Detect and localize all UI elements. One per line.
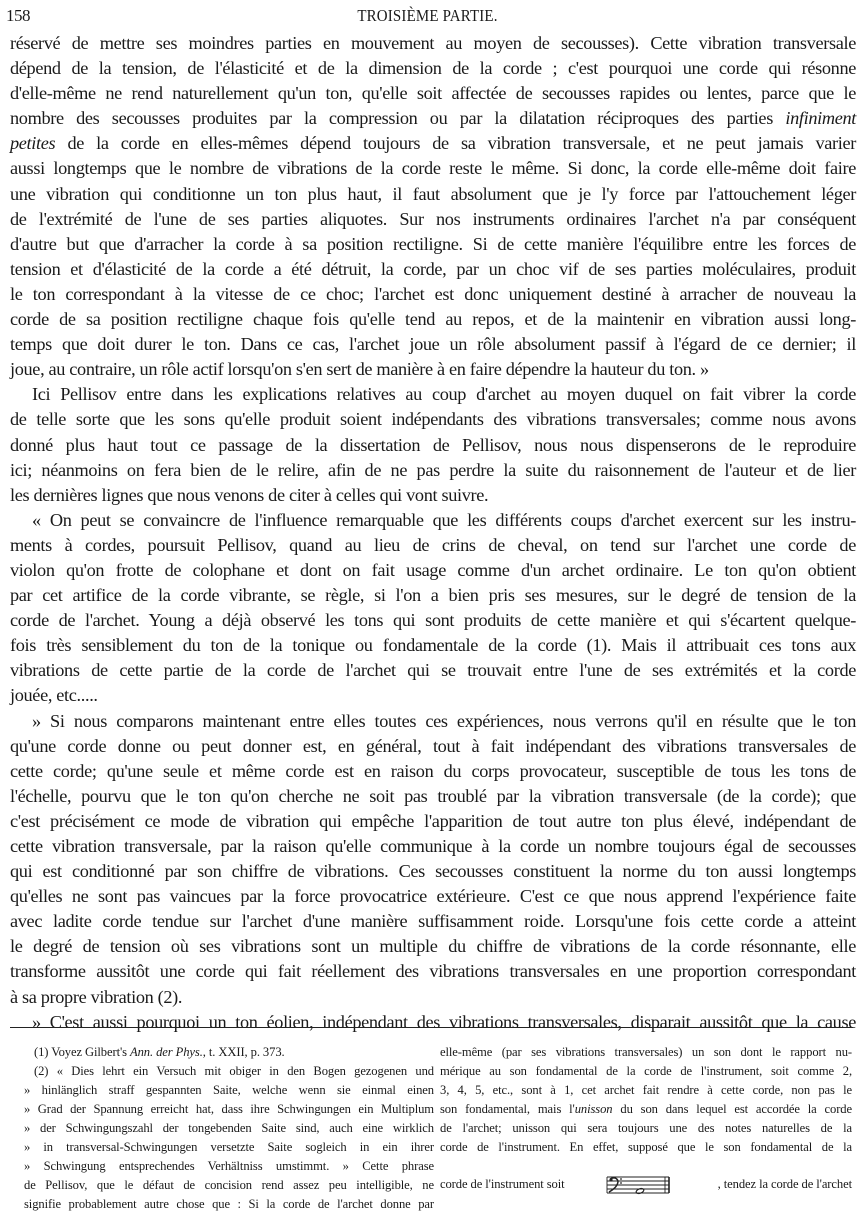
text-line: l'échelle, pourvu que le ton qu'on cherche ne soit pas troublé par la vibration transversale (de la corde); que [10, 785, 856, 806]
text-line: tension et d'élasticité de la corde a été détruit, la corde, par un choc vif de ses parties moléculaires, produit [10, 258, 856, 279]
text-line: le degré de tension où ses vibrations sont un multiple du chiffre de vibrations de la corde résonnante, elle [10, 936, 856, 957]
paragraph-start: » C'est aussi pourquoi un ton éolien, indépendant des vibrations transversales, disparait aussitôt que la cause [32, 1011, 856, 1032]
footnote-text: son fondamental, mais l' [440, 1102, 575, 1116]
footnote-line: corde de l'instrument. En effet, supposé que le son fondamental de la [440, 1140, 852, 1154]
footnote-line: » Grad der Spannung erreicht hat, dass ihre Schwingungen ein Multiplum [24, 1102, 434, 1116]
italic-word: unisson [574, 1102, 613, 1116]
footnote-line: elle-même (par ses vibrations transversales) un son dont le rapport nu- [440, 1045, 852, 1059]
text-line: fois très sensiblement du ton de la tonique ou fondamentale de la corde (1). Mais il attribuait ces tons aux [10, 635, 856, 656]
text-line: transforme aussitôt une corde qui fait réellement des vibrations transversales en une proportion correspondant [10, 961, 856, 982]
text-line: qu'une corde donne ou peut donner est, en général, tout à fait indépendant des vibrations transversales de [10, 735, 856, 756]
text-line: jouée, etc..... [10, 685, 98, 706]
main-text [10, 31, 856, 1035]
text-line: ici; néanmoins on fera bien de le relire, afin de ne pas perdre la suite du raisonnement de l'auteur et de lier [10, 459, 856, 480]
text-line: cette vibration transversale, par la raison qu'elle communique à la corde un nombre toujours égal de secousses [10, 836, 856, 856]
text-line: avec ladite corde tendue sur l'archet d'une manière suffisamment roide. Lorsqu'une fois cette corde a atteint [10, 911, 856, 932]
text-line: de telle sorte que les sons qu'elle produit soient indépendants des vibrations transversales; comme nous avons [10, 409, 856, 430]
page-header [6, 6, 849, 30]
text-line: par cet artifice de la corde vibrante, se règle, si l'on a bien pris ses mesures, sur le degré de tension de la [10, 585, 856, 606]
footnote-line: » der Schwingungszahl der tongebenden Saite sind, auch eine wirklich [24, 1121, 434, 1135]
text-line: joue, au contraire, un rôle actif lorsqu'on s'en sert de manière à en faire dépendre la hauteur du ton. » [10, 359, 709, 380]
footnote-line: » hinlänglich straff gespannten Saite, welche wenn sie einmal einen [24, 1083, 434, 1097]
journal-title: Ann. der Phys. [130, 1045, 203, 1059]
text-line: dépend de la tension, de l'élasticité et de la dimension de la corde ; c'est pourquoi une corde qui résonne [10, 58, 856, 79]
text-line: aussi longtemps que le nombre de vibrations de la corde reste le même. Si donc, la corde elle-même doit faire [10, 158, 856, 179]
text-line: de l'extrémité de l'une de ses parties aliquotes. Sur nos instruments ordinaires l'archet n'a par conséquent [10, 208, 856, 229]
text-line: ments à cordes, poursuit Pellisov, quand au lieu de crins de cheval, on tend sur l'archet une corde de [10, 534, 856, 555]
footnote-line: signifie probablement autre chose que : Si la corde de l'archet donne par [24, 1197, 434, 1211]
paragraph-start: « On peut se convaincre de l'influence remarquable que les différents coups d'archet exercent sur les instru- [32, 509, 856, 530]
italic-word: petites [10, 133, 56, 154]
text-line [10, 131, 856, 156]
text-line: donné plus haut tout ce passage de la dissertation de Pellisov, nous nous dispenserons de le reproduire [10, 434, 856, 455]
music-notation-icon [605, 1173, 677, 1197]
text-line: d'autre but que d'arracher la corde à sa position rectiligne. Si de cette manière l'équilibre entre les forces de [10, 233, 856, 254]
text-line: à sa propre vibration (2). [10, 986, 183, 1007]
footnote-line: » in transversal-Schwingungen versetzte Saite sogleich in ein ihrer [24, 1140, 434, 1154]
text-line: les dernières lignes que nous venons de citer à celles qui vont suivre. [10, 484, 489, 505]
footnote-separator [10, 1027, 853, 1028]
text-line: corde de l'archet. Young a déjà observé les tons qui sont produits de cette manière et qui s'écartent quelque- [10, 610, 856, 631]
text-line: d'elle-même ne rend naturellement qu'un ton, qu'elle soit affectée de secousses rapides ou lentes, parce que le [10, 83, 856, 104]
text-line: cette corde; qu'une seule et même corde est en raison du corps provocateur, susceptible de tous les tons de [10, 760, 856, 781]
footnotes-right-column [440, 1043, 852, 1194]
footnote-2-line: (2) « Dies lehrt ein Versuch mit obiger in den Bogen gezogenen und [34, 1064, 434, 1078]
footnote-text: du son dans lequel est accordée la corde [612, 1102, 852, 1116]
footnote-line: de Pellisov, que le défaut de concision rend assez peu intelligible, ne [24, 1178, 434, 1192]
text-line: temps que doit durer le ton. Dans ce cas, l'archet joue un rôle absolument passif à l'égard de ce dernier; il [10, 334, 856, 355]
text-line: une vibration qui conditionne un ton plus haut, il faut absolument que je l'y force par l'attouchement léger [10, 183, 856, 204]
footnote-line-with-music [440, 1175, 852, 1194]
text-line: qui est conditionné par son chiffre de vibrations. Ces secousses constituent la norme du ton aussi longtemps [10, 861, 856, 882]
text-line: corde de sa position rectiligne chaque fois qu'elle tend au repos, et de la maintenir en vibration aussi long- [10, 309, 856, 330]
text-line: c'est précisément ce mode de vibration qui empêche l'apparition de tout autre ton plus élevé, indépendant de [10, 810, 856, 831]
text-line: vibrations de cette partie de la corde de l'archet qui se trouvait entre l'une de ses extrémités et la corde [10, 660, 856, 681]
running-head: TROISIÈME PARTIE. [357, 6, 498, 25]
paragraph-start: » Si nous comparons maintenant entre elles toutes ces expériences, nous verrons qu'il en résulte que le ton [32, 710, 856, 731]
footnote-text: corde de l'instrument soit [440, 1177, 565, 1191]
text-line: réservé de mettre ses moindres parties en mouvement au moyen de secousses). Cette vibration transversale [10, 33, 856, 53]
text-line: qu'elles ne sont pas vaincues par la force provocatrice extérieure. C'est ce que nous apprend l'expérience faite [10, 886, 856, 907]
text-line [10, 106, 856, 131]
footnote-1 [24, 1043, 434, 1062]
footnote-text: (1) Voyez Gilbert's [34, 1045, 127, 1059]
text-line: violon qu'on frotte de colophane et dont on fait usage comme d'un archet ordinaire. Le ton qu'on obtient [10, 559, 856, 580]
page-number: 158 [6, 6, 30, 25]
footnote-line: de l'archet; unisson qui sera toujours une des notes naturelles de la [440, 1121, 852, 1135]
footnote-text: , t. XXII, p. 373. [202, 1045, 285, 1059]
paragraph-start: Ici Pellisov entre dans les explications relatives au coup d'archet au moyen duquel on fait vibrer la corde [32, 384, 856, 405]
text-line: le ton correspondant à la vitesse de ce choc; l'archet est donc uniquement destiné à arracher de nouveau la [10, 283, 856, 304]
footnote-line: mérique au son fondamental de la corde de l'instrument, soit comme 2, [440, 1064, 852, 1078]
footnotes-left-column [24, 1043, 434, 1214]
italic-word: infiniment [785, 108, 856, 129]
footnote-line: 3, 4, 5, etc., sont à 1, cet archet fait rendre à cette corde, non pas le [440, 1083, 852, 1097]
footnote-text: , tendez la corde de l'archet [717, 1177, 852, 1191]
footnote-line [440, 1100, 852, 1119]
text-segment: nombre des secousses produites par la compression ou par la dilatation réciproques des parties [10, 108, 773, 129]
footnote-line: » Schwingung entsprechendes Verhältniss umstimmt. » Cette phrase [24, 1159, 434, 1173]
text-segment: de la corde en elles-mêmes dépend toujours de sa vibration transversale, et ne peut jamais varier [67, 133, 856, 154]
